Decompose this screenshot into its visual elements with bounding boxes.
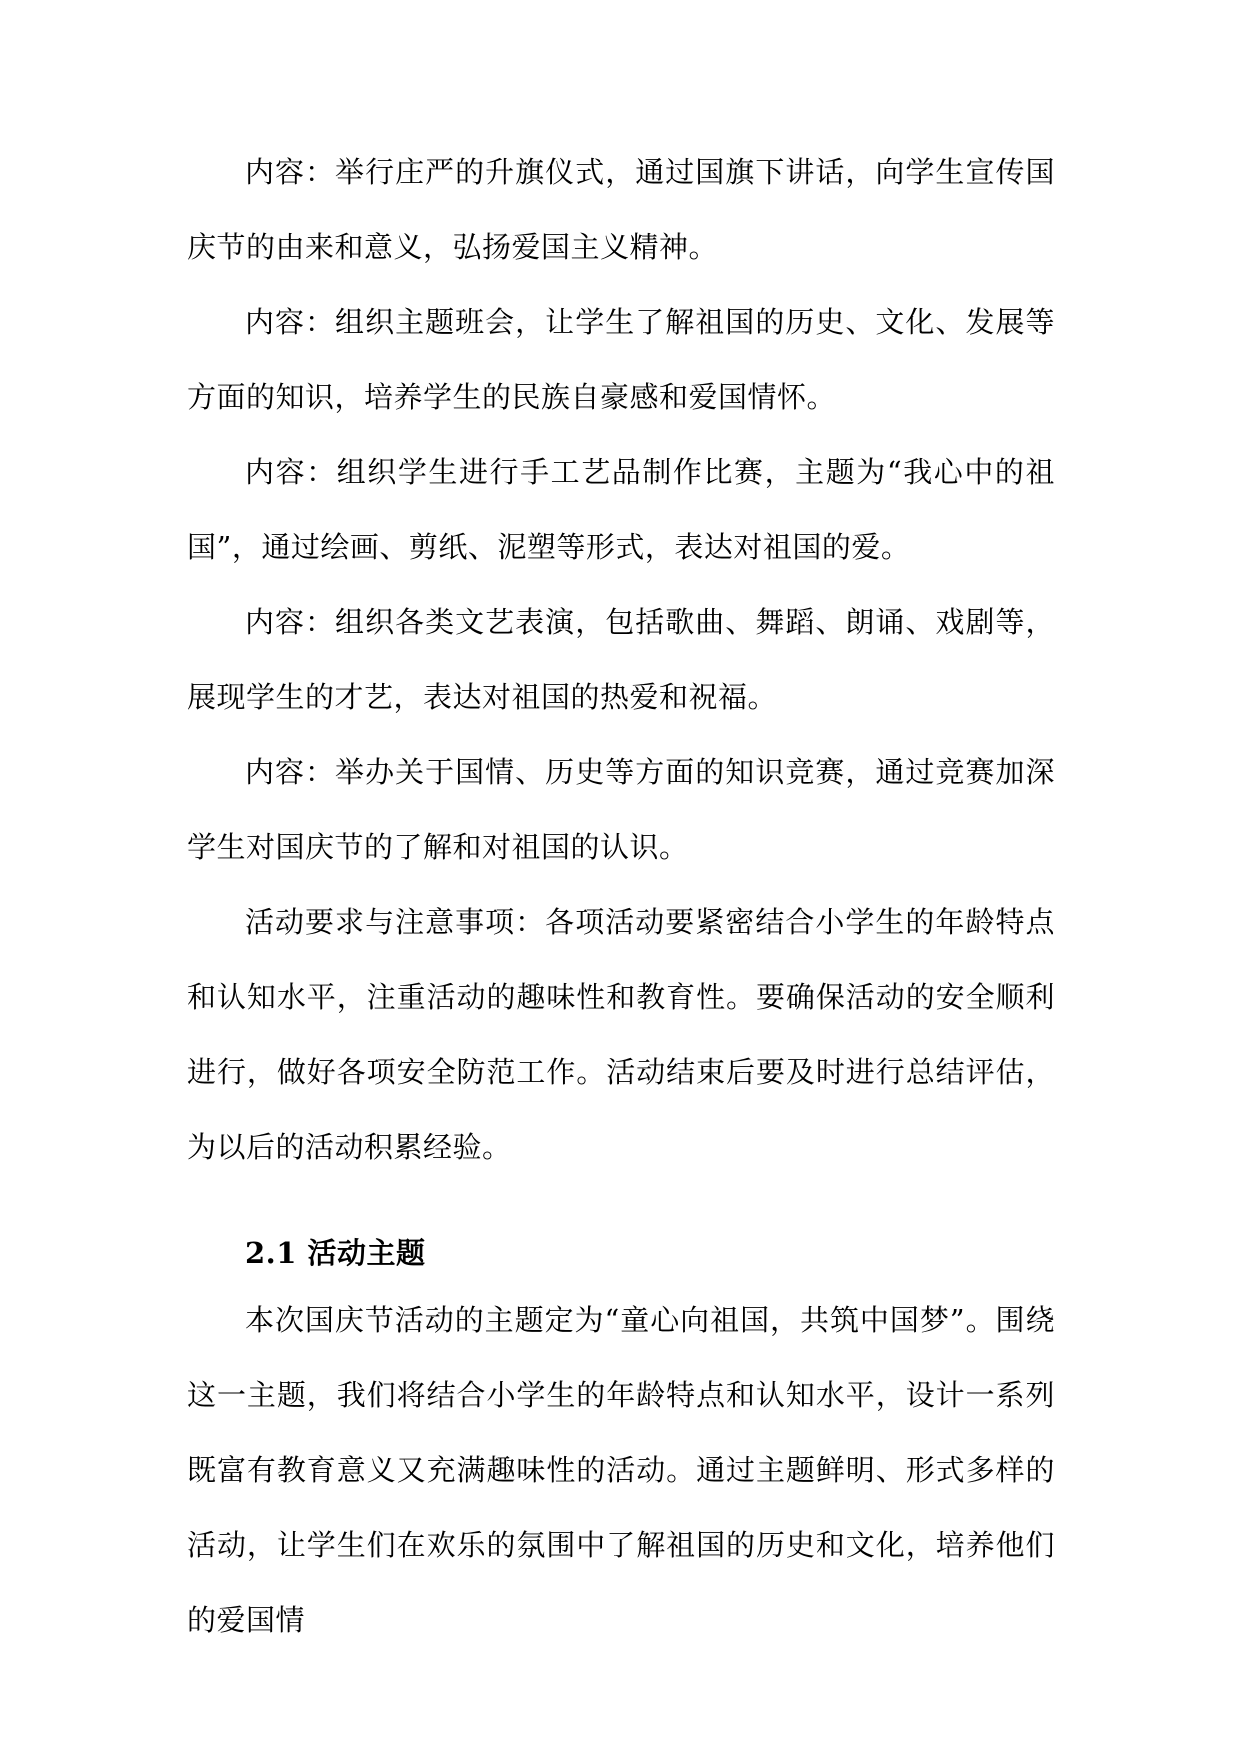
section-heading-block (187, 1233, 1055, 1273)
paragraph-requirements (187, 885, 1055, 1185)
paragraph-text: 内容：举行庄严的升旗仪式，通过国旗下讲话，向学生宣传国庆节的由来和意义，弘扬爱国主义精神。 (187, 155, 1055, 264)
paragraph-text: 本次国庆节活动的主题定为“童心向祖国，共筑中国梦”。围绕这一主题，我们将结合小学生的年龄特点和认知水平，设计一系列既富有教育意义又充满趣味性的活动。通过主题鲜明、形式多样的活动，让学生们在欢乐的氛围中了解祖国的历史和文化，培养他们的爱国情 (187, 1303, 1055, 1637)
paragraph-text: 内容：组织各类文艺表演，包括歌曲、舞蹈、朗诵、戏剧等，展现学生的才艺，表达对祖国的热爱和祝福。 (187, 605, 1055, 714)
paragraph-activity-theme (187, 1283, 1055, 1658)
paragraph-text: 内容：组织学生进行手工艺品制作比赛，主题为“我心中的祖国”，通过绘画、剪纸、泥塑等形式，表达对祖国的爱。 (187, 455, 1055, 564)
paragraph-knowledge-contest (187, 735, 1055, 885)
paragraph-text: 内容：组织主题班会，让学生了解祖国的历史、文化、发展等方面的知识，培养学生的民族自豪感和爱国情怀。 (187, 305, 1055, 414)
paragraph-performances (187, 585, 1055, 735)
paragraph-text: 内容：举办关于国情、历史等方面的知识竞赛，通过竞赛加深学生对国庆节的了解和对祖国的认识。 (187, 755, 1055, 864)
paragraph-text: 活动要求与注意事项：各项活动要紧密结合小学生的年龄特点和认知水平，注重活动的趣味性和教育性。要确保活动的安全顺利进行，做好各项安全防范工作。活动结束后要及时进行总结评估，为以后的活动积累经验。 (187, 905, 1055, 1164)
paragraph-theme-class-meeting (187, 285, 1055, 435)
paragraph-flag-raising (187, 135, 1055, 285)
section-heading: 2.1 活动主题 (245, 1236, 426, 1270)
paragraph-handicraft-contest (187, 435, 1055, 585)
